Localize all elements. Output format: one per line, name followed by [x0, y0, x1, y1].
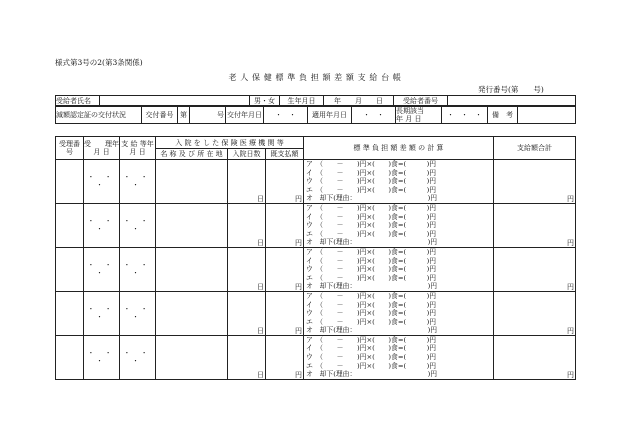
hospital-name-cell[interactable] [156, 291, 228, 335]
total-cell[interactable]: 円 [494, 335, 576, 379]
receipt-no-cell[interactable] [56, 203, 84, 247]
paid-amount-cell[interactable]: 円 [266, 247, 304, 291]
calc-line: エ （ － )円×( )食=( )円 [306, 361, 437, 370]
receipt-date-cell[interactable]: ・ ・ ・ [84, 160, 120, 204]
calc-line: イ （ － )円×( )食=( )円 [306, 212, 437, 221]
paid-amount-header: 既支払額 [266, 149, 304, 160]
calc-line: ア （ － )円×( )食=( )円 [306, 160, 437, 168]
payment-date-cell[interactable]: ・ ・ ・ [120, 160, 156, 204]
admission-days-cell[interactable]: 日 [228, 160, 266, 204]
calc-line: オ 却下(理由： )円 [306, 238, 438, 247]
total-cell[interactable]: 円 [494, 160, 576, 204]
receipt-no-header: 受理番号 [56, 137, 84, 160]
calc-line: ウ （ － )円×( )食=( )円 [306, 353, 437, 362]
admission-days-cell[interactable]: 日 [228, 335, 266, 379]
recipient-number-label: 受給者番号 [394, 96, 448, 107]
paid-amount-cell[interactable]: 円 [266, 335, 304, 379]
paid-amount-cell[interactable]: 円 [266, 160, 304, 204]
calc-cell[interactable] [304, 160, 494, 204]
calc-line: エ （ － )円×( )食=( )円 [306, 317, 437, 326]
calc-line: ア （ － )円×( )食=( )円 [306, 335, 437, 344]
receipt-no-cell[interactable] [56, 247, 84, 291]
total-cell[interactable]: 円 [494, 291, 576, 335]
form-label: 様式第3号の2(第3条関係) [55, 58, 143, 67]
remarks-field[interactable] [518, 106, 576, 124]
hospital-name-header: 名 称 及 び 所 在 地 [156, 149, 228, 160]
receipt-date-cell[interactable]: ・ ・ ・ [84, 291, 120, 335]
paid-amount-cell[interactable]: 円 [266, 291, 304, 335]
hospital-group-header: 入 院 を し た 保 険 医 療 機 関 等 [156, 137, 304, 149]
calc-line: ウ （ － )円×( )食=( )円 [306, 309, 437, 318]
reduction-cert-label: 減額認定証の交付状況 [56, 106, 142, 124]
ledger-row [56, 291, 576, 335]
apply-date-field[interactable]: ・ ・ [352, 106, 396, 124]
calc-line: ア （ － )円×( )食=( )円 [306, 203, 437, 212]
issue-no-dai: 第 [178, 106, 190, 124]
ledger-row [56, 335, 576, 379]
calc-cell[interactable] [304, 203, 494, 247]
payment-date-cell[interactable]: ・ ・ ・ [120, 291, 156, 335]
payment-date-header: 支 給 等年 月 日 [120, 137, 156, 160]
receipt-date-cell[interactable]: ・ ・ ・ [84, 335, 120, 379]
ledger-table [55, 136, 576, 380]
calc-line: オ 却下(理由： )円 [306, 194, 438, 203]
remarks-label: 備 考 [488, 106, 518, 124]
admission-days-cell[interactable]: 日 [228, 291, 266, 335]
calc-line: オ 却下(理由： )円 [306, 282, 438, 291]
calc-line: エ （ － )円×( )食=( )円 [306, 229, 437, 238]
calc-line: オ 却下(理由： )円 [306, 370, 438, 379]
birth-date-label: 生年月日 [280, 96, 324, 107]
calc-line: イ （ － )円×( )食=( )円 [306, 168, 437, 177]
calc-cell[interactable] [304, 291, 494, 335]
long-term-label [396, 106, 442, 124]
birth-date-field[interactable]: 年 月 日 [324, 96, 394, 107]
admission-days-cell[interactable]: 日 [228, 203, 266, 247]
calc-line: ウ （ － )円×( )食=( )円 [306, 265, 437, 274]
sex-selector[interactable]: 男・女 [250, 96, 280, 107]
calc-line: イ （ － )円×( )食=( )円 [306, 300, 437, 309]
calc-line: ア （ － )円×( )食=( )円 [306, 291, 437, 300]
receipt-date-cell[interactable]: ・ ・ ・ [84, 247, 120, 291]
receipt-date-header: 受 理年 月 日 [84, 137, 120, 160]
admission-days-header: 入院日数 [228, 149, 266, 160]
calc-line: ア （ － )円×( )食=( )円 [306, 247, 437, 256]
calc-line: イ （ － )円×( )食=( )円 [306, 256, 437, 265]
calc-line: ウ （ － )円×( )食=( )円 [306, 221, 437, 230]
total-cell[interactable]: 円 [494, 247, 576, 291]
ledger-row [56, 203, 576, 247]
issue-date-field[interactable]: ・ ・ [264, 106, 308, 124]
apply-date-label: 適用年月日 [308, 106, 352, 124]
calc-line: エ （ － )円×( )食=( )円 [306, 185, 437, 194]
receipt-date-cell[interactable]: ・ ・ ・ [84, 203, 120, 247]
hospital-name-cell[interactable] [156, 160, 228, 204]
long-term-date-field[interactable]: ・ ・ ・ [442, 106, 488, 124]
calc-line: オ 却下(理由： )円 [306, 326, 438, 335]
hospital-name-cell[interactable] [156, 247, 228, 291]
issue-number: 発行番号(第 号) [478, 85, 544, 94]
document-title: 老 人 保 健 標 準 負 担 額 差 額 支 給 台 帳 [228, 73, 402, 82]
long-term-label-line2: 年 月 日 [396, 114, 422, 123]
ledger-row [56, 247, 576, 291]
reduction-cert-table [55, 105, 576, 124]
long-term-label-line1: 長期該当 [396, 106, 424, 115]
calc-line: エ （ － )円×( )食=( )円 [306, 273, 437, 282]
total-header: 支給額合計 [494, 137, 576, 160]
ledger-row [56, 160, 576, 204]
payment-date-cell[interactable]: ・ ・ ・ [120, 247, 156, 291]
calc-cell[interactable] [304, 335, 494, 379]
calc-cell[interactable] [304, 247, 494, 291]
receipt-no-cell[interactable] [56, 335, 84, 379]
recipient-name-label: 受給者氏名 [56, 96, 100, 107]
receipt-no-cell[interactable] [56, 160, 84, 204]
admission-days-cell[interactable]: 日 [228, 247, 266, 291]
total-cell[interactable]: 円 [494, 203, 576, 247]
calc-line: ウ （ － )円×( )食=( )円 [306, 177, 437, 186]
hospital-name-cell[interactable] [156, 335, 228, 379]
issue-no-label: 交付番号 [142, 106, 178, 124]
payment-date-cell[interactable]: ・ ・ ・ [120, 203, 156, 247]
issue-date-label: 交付年月日 [226, 106, 264, 124]
issue-no-field[interactable]: 号 [190, 106, 226, 124]
hospital-name-cell[interactable] [156, 203, 228, 247]
calc-line: イ （ － )円×( )食=( )円 [306, 344, 437, 353]
payment-date-cell[interactable]: ・ ・ ・ [120, 335, 156, 379]
receipt-no-cell[interactable] [56, 291, 84, 335]
calc-header: 標 準 負 担 額 差 額 の 計 算 [304, 137, 494, 160]
paid-amount-cell[interactable]: 円 [266, 203, 304, 247]
